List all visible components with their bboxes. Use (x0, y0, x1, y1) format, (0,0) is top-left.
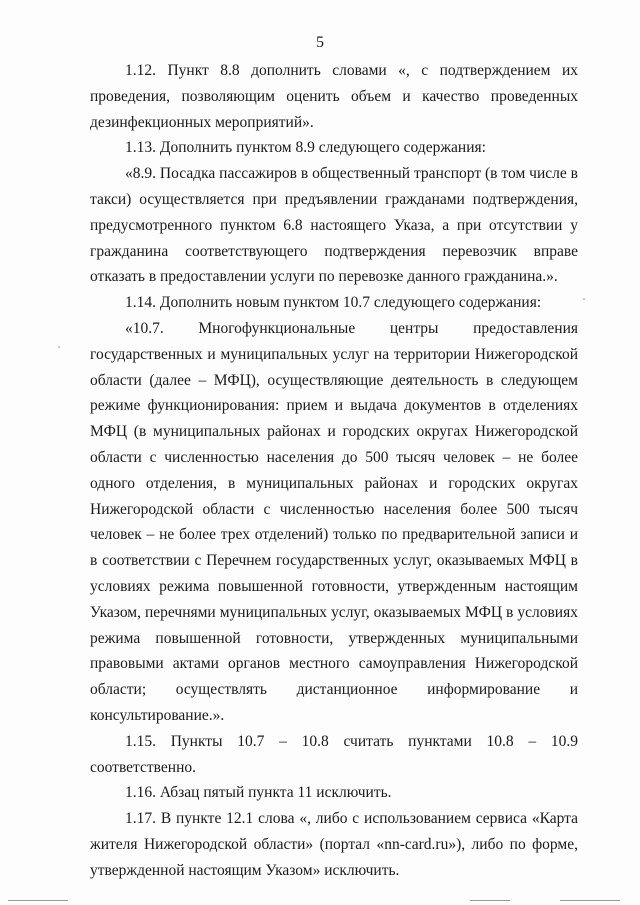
paragraph-10-7-quote: «10.7. Многофункциональные центры предоставления государственных и муниципальных услуг на территории Нижегородской области (далее – МФЦ), осуществляющие деятельность в следующем режиме функционирования: прием и выдача документов в отделениях МФЦ (в муниципальных районах и городских округах Нижегородской области с численностью населения до 500 тысяч человек – не более одного отделения, в муниципальных районах и городских округах Нижегородской области с численностью населения более 500 тысяч человек – не более трех отделений) только по предварительной записи и в соответствии с Перечнем государственных услуг, оказываемых МФЦ в условиях режима повышенной готовности, утвержденным настоящим Указом, перечнями муниципальных услуг, оказываемых МФЦ в условиях режима повышенной готовности, утвержденных муниципальными правовыми актами органов местного самоуправления Нижегородской области; осуществлять дистанционное информирование и консультирование.». (90, 319, 578, 724)
scan-edge-line (8, 900, 68, 901)
paragraph-1-14: 1.14. Дополнить новым пунктом 10.7 следующего содержания: (125, 294, 542, 312)
paragraph-8-9-quote: «8.9. Посадка пассажиров в общественный транспорт (в том числе в такси) осуществляется при предъявлении гражданами подтверждения, предусмотренного пунктом 6.8 настоящего Указа, а при отсутствии у гражданина соответствующего подтверждения перевозчик вправе отказать в предоставлении услуги по перевозке данного гражданина.». (90, 165, 578, 286)
scan-edge-line (560, 900, 620, 901)
paragraph-1-13: 1.13. Дополнить пунктом 8.9 следующего содержания: (125, 139, 486, 157)
scan-speck (583, 298, 585, 300)
paragraph-1-16: 1.16. Абзац пятый пункта 11 исключить. (125, 784, 392, 802)
paragraph-1-12: 1.12. Пункт 8.8 дополнить словами «, с подтверждением их проведения, позволяющим оценить объем и качество проведенных дезинфекционных мероприятий». (90, 62, 578, 131)
scan-speck (58, 346, 60, 348)
paragraph-1-17: 1.17. В пункте 12.1 слова «, либо с использованием сервиса «Карта жителя Нижегородской области» (портал «nn-card.ru»), либо по форме, утвержденной настоящим Указом» исключить. (90, 810, 578, 879)
page-number: 5 (316, 34, 324, 51)
paragraph-1-15: 1.15. Пункты 10.7 – 10.8 считать пунктами 10.8 – 10.9 соответственно. (90, 732, 578, 776)
scan-edge-line (470, 900, 510, 901)
document-body (90, 58, 578, 884)
